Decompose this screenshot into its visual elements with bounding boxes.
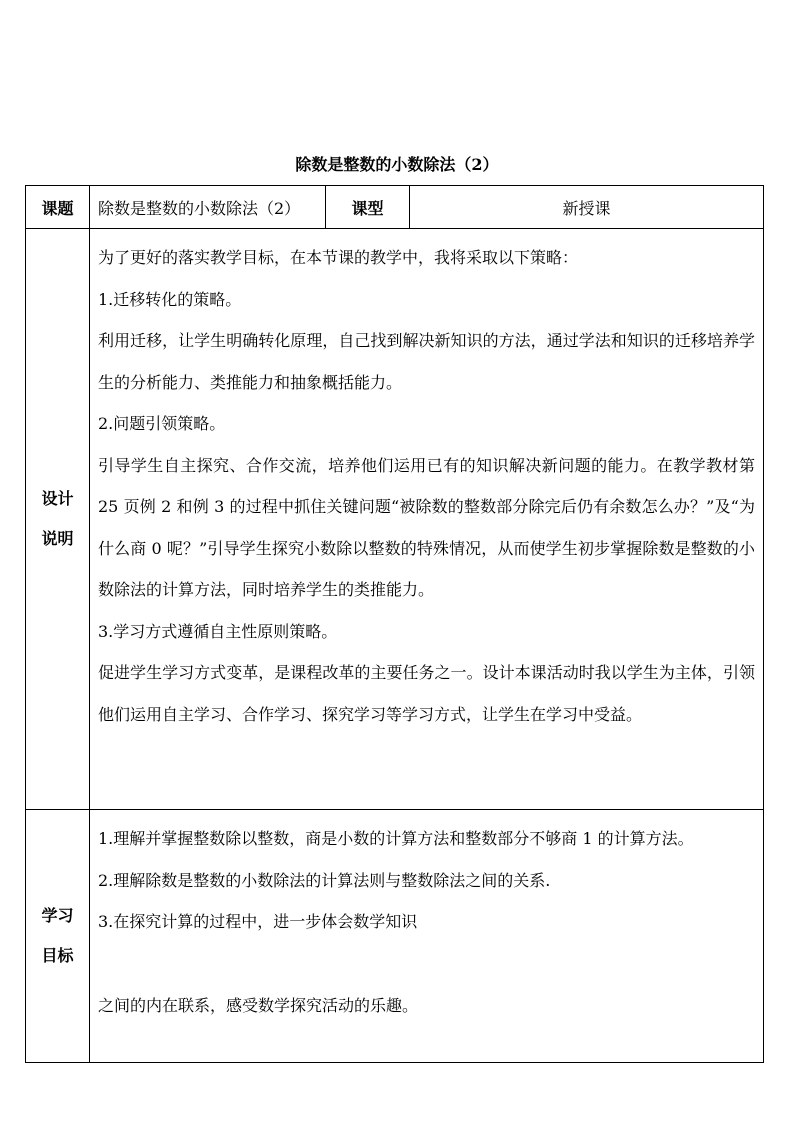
goal-item-1: 1.理解并掌握整数除以整数，商是小数的计算方法和整数部分不够商 1 的计算方法。 (98, 829, 694, 848)
strategy-1-body: 利用迁移，让学生明确转化原理，自己找到解决新知识的方法，通过学法和知识的迁移培养学生的分析能力、类推能力和抽象概括能力。 (98, 331, 755, 392)
goal-item-2: 2.理解除数是整数的小数除法的计算法则与整数除法之间的关系. (98, 870, 551, 890)
lesson-type-label: 课型 (326, 186, 410, 229)
strategy-3-body: 促进学生学习方式变革，是课程改革的主要任务之一。设计本课活动时我以学生为主体，引领他们运用自主学习、合作学习、探究学习等学习方式，让学生在学习中受益。 (98, 663, 755, 724)
topic-value: 除数是整数的小数除法（2） (90, 186, 326, 229)
design-label-line1: 设计 (41, 489, 74, 508)
design-row (26, 229, 764, 810)
lesson-plan-table (25, 185, 764, 1063)
goals-label-line1: 学习 (41, 906, 74, 925)
goals-label-line2: 目标 (41, 946, 74, 965)
spacer (98, 943, 755, 985)
goals-label-cell (26, 810, 90, 1063)
strategy-3-title: 3.学习方式遵循自主性原则策略。 (98, 621, 338, 641)
strategy-1-title: 1.迁移转化的策略。 (98, 289, 242, 309)
design-content (90, 229, 764, 810)
strategy-2-body: 引导学生自主探究、合作交流，培养他们运用已有的知识解决新问题的能力。在教学教材第 25 页例 2 和例 3 的过程中抓住关键问题“被除数的整数部分除完后仍有余数怎么办？”及“为什么商 0 呢？”引导学生探究小数除以整数的特殊情况，从而使学生初步掌握除数是整数的小数除法的计算方法，同时培养学生的类推能力。 (98, 455, 755, 599)
topic-label: 课题 (26, 186, 90, 229)
lesson-type-value: 新授课 (410, 186, 764, 229)
header-row (26, 186, 764, 229)
goal-item-3-cont: 之间的内在联系，感受数学探究活动的乐趣。 (98, 995, 419, 1015)
design-label-cell (26, 229, 90, 810)
goals-content (90, 810, 764, 1063)
goals-row (26, 810, 764, 1063)
design-intro: 为了更好的落实教学目标，在本节课的教学中，我将采取以下策略： (98, 248, 579, 267)
goal-item-3: 3.在探究计算的过程中，进一步体会数学知识 (98, 912, 418, 931)
design-label-line2: 说明 (41, 529, 74, 548)
page-title: 除数是整数的小数除法（2） (295, 155, 499, 174)
strategy-2-title: 2.问题引领策略。 (98, 414, 226, 433)
